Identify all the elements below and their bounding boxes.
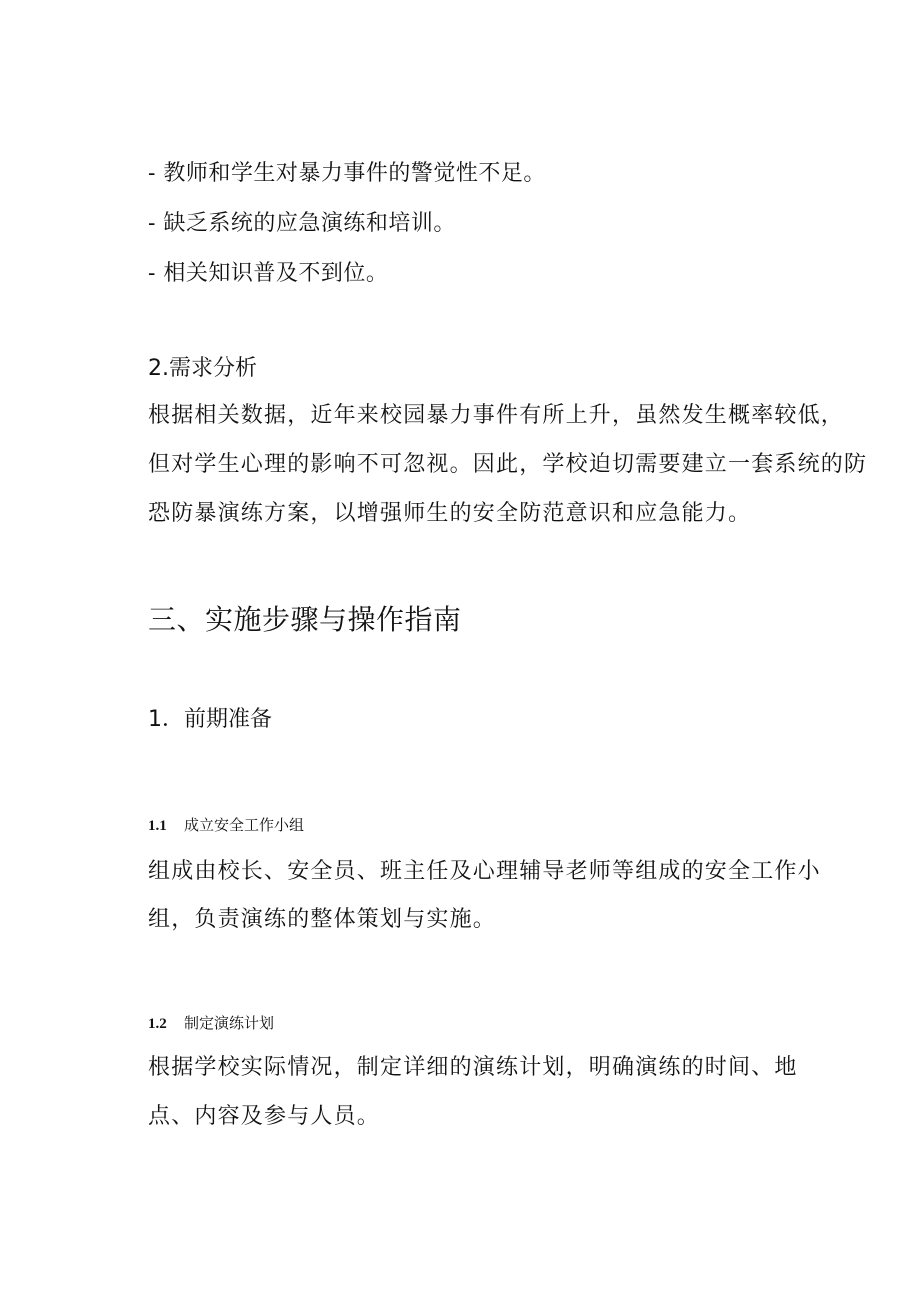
section-heading-needs-analysis: 2.需求分析 — [148, 356, 257, 381]
item-number: 1.1 — [148, 818, 167, 834]
item-heading-1-2 — [148, 1016, 274, 1032]
item-title: 制定演练计划 — [184, 1014, 275, 1032]
paragraph-line: 但对学生心理的影响不可忽视。因此，学校迫切需要建立一套系统的防 — [148, 452, 868, 477]
paragraph-line: 根据相关数据，近年来校园暴力事件有所上升，虽然发生概率较低， — [148, 403, 845, 428]
paragraph-line: 组成由校长、安全员、班主任及心理辅导老师等组成的安全工作小 — [148, 859, 821, 884]
bullet-item-drills: - 缺乏系统的应急演练和培训。 — [148, 211, 456, 236]
subsection-heading-preparation: 1．前期准备 — [148, 707, 272, 732]
paragraph-line: 根据学校实际情况，制定详细的演练计划，明确演练的时间、地 — [148, 1055, 798, 1080]
chapter-heading-three: 三、实施步骤与操作指南 — [148, 603, 462, 636]
item-number: 1.2 — [148, 1016, 167, 1032]
bullet-item-awareness: - 教师和学生对暴力事件的警觉性不足。 — [148, 161, 546, 186]
paragraph-line: 组，负责演练的整体策划与实施。 — [148, 907, 497, 932]
item-title: 成立安全工作小组 — [184, 816, 305, 834]
item-heading-1-1 — [148, 818, 304, 834]
bullet-item-knowledge: - 相关知识普及不到位。 — [148, 261, 389, 286]
paragraph-line: 恐防暴演练方案，以增强师生的安全防范意识和应急能力。 — [148, 501, 752, 526]
paragraph-line: 点、内容及参与人员。 — [148, 1104, 381, 1129]
